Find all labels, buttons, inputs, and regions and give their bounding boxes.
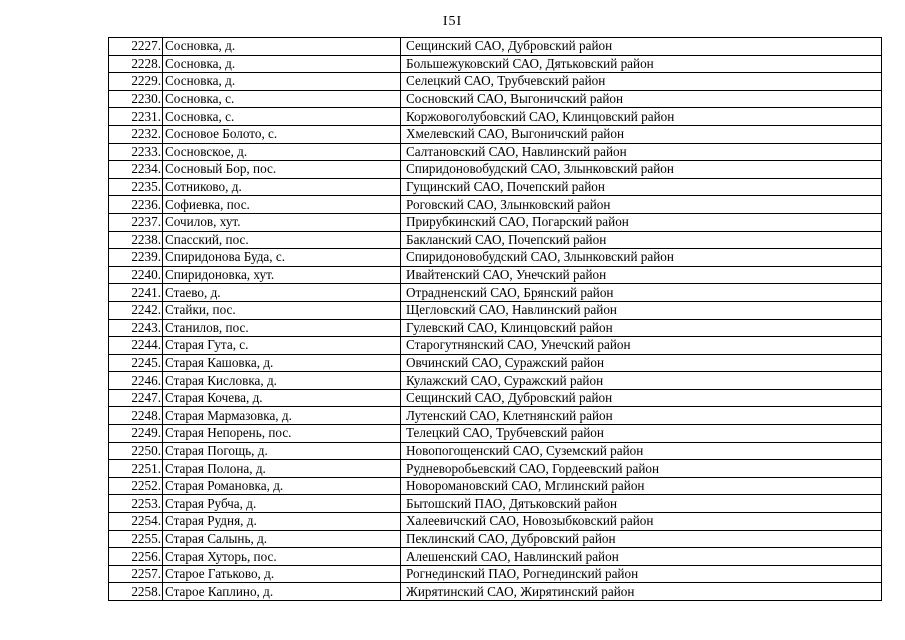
settlement-name-cell: Старая Рудня, д.: [163, 513, 401, 531]
council-district-cell: Сещинский САО, Дубровский район: [401, 38, 882, 56]
council-district-cell: Ивайтенский САО, Унечский район: [401, 266, 882, 284]
settlement-name-cell: Сотниково, д.: [163, 178, 401, 196]
table-row: [109, 108, 882, 126]
council-district-cell: Сещинский САО, Дубровский район: [401, 389, 882, 407]
settlement-name-cell: Старая Романовка, д.: [163, 477, 401, 495]
table-row: [109, 213, 882, 231]
table-row: [109, 495, 882, 513]
row-number-cell: 2245.: [109, 354, 163, 372]
row-number-cell: 2232.: [109, 125, 163, 143]
table-row: [109, 425, 882, 443]
council-district-cell: Большежуковский САО, Дятьковский район: [401, 55, 882, 73]
table-row: [109, 301, 882, 319]
row-number-cell: 2250.: [109, 442, 163, 460]
row-number-cell: 2228.: [109, 55, 163, 73]
table-row: [109, 178, 882, 196]
table-row: [109, 583, 882, 601]
council-district-cell: Роговский САО, Злынковский район: [401, 196, 882, 214]
council-district-cell: Сосновский САО, Выгоничский район: [401, 90, 882, 108]
table-row: [109, 38, 882, 56]
table-row: [109, 143, 882, 161]
settlement-name-cell: Старая Погощь, д.: [163, 442, 401, 460]
council-district-cell: Кулажский САО, Суражский район: [401, 372, 882, 390]
settlement-name-cell: Сосновое Болото, с.: [163, 125, 401, 143]
row-number-cell: 2248.: [109, 407, 163, 425]
row-number-cell: 2253.: [109, 495, 163, 513]
settlement-name-cell: Старая Рубча, д.: [163, 495, 401, 513]
row-number-cell: 2234.: [109, 161, 163, 179]
council-district-cell: Рудневоробьевский САО, Гордеевский район: [401, 460, 882, 478]
row-number-cell: 2230.: [109, 90, 163, 108]
row-number-cell: 2256.: [109, 548, 163, 566]
settlement-name-cell: Старое Каплино, д.: [163, 583, 401, 601]
council-district-cell: Салтановский САО, Навлинский район: [401, 143, 882, 161]
table-row: [109, 266, 882, 284]
settlement-name-cell: Сосновый Бор, пос.: [163, 161, 401, 179]
row-number-cell: 2255.: [109, 530, 163, 548]
council-district-cell: Бакланский САО, Почепский район: [401, 231, 882, 249]
settlement-name-cell: Старая Кашовка, д.: [163, 354, 401, 372]
settlement-name-cell: Старая Непорень, пос.: [163, 425, 401, 443]
table-row: [109, 442, 882, 460]
council-district-cell: Щегловский САО, Навлинский район: [401, 301, 882, 319]
row-number-cell: 2237.: [109, 213, 163, 231]
council-district-cell: Отрадненский САО, Брянский район: [401, 284, 882, 302]
settlement-name-cell: Старая Хуторь, пос.: [163, 548, 401, 566]
settlement-name-cell: Старая Кисловка, д.: [163, 372, 401, 390]
council-district-cell: Пеклинский САО, Дубровский район: [401, 530, 882, 548]
settlement-name-cell: Сосновка, д.: [163, 73, 401, 91]
council-district-cell: Старогутнянский САО, Унечский район: [401, 337, 882, 355]
council-district-cell: Алешенский САО, Навлинский район: [401, 548, 882, 566]
settlement-name-cell: Старая Кочева, д.: [163, 389, 401, 407]
page-number: I5I: [442, 14, 463, 29]
settlement-name-cell: Сосновка, с.: [163, 108, 401, 126]
row-number-cell: 2254.: [109, 513, 163, 531]
row-number-cell: 2251.: [109, 460, 163, 478]
settlement-name-cell: Старая Полона, д.: [163, 460, 401, 478]
table-row: [109, 73, 882, 91]
settlement-name-cell: Софиевка, пос.: [163, 196, 401, 214]
council-district-cell: Бытошский ПАО, Дятьковский район: [401, 495, 882, 513]
row-number-cell: 2252.: [109, 477, 163, 495]
table-row: [109, 477, 882, 495]
council-district-cell: Прирубкинский САО, Погарский район: [401, 213, 882, 231]
council-district-cell: Телецкий САО, Трубчевский район: [401, 425, 882, 443]
row-number-cell: 2258.: [109, 583, 163, 601]
council-district-cell: Халеевичский САО, Новозыбковский район: [401, 513, 882, 531]
row-number-cell: 2227.: [109, 38, 163, 56]
row-number-cell: 2238.: [109, 231, 163, 249]
settlement-name-cell: Старая Мармазовка, д.: [163, 407, 401, 425]
table-row: [109, 372, 882, 390]
council-district-cell: Коржовоголубовский САО, Клинцовский район: [401, 108, 882, 126]
row-number-cell: 2244.: [109, 337, 163, 355]
settlement-name-cell: Сосновка, д.: [163, 55, 401, 73]
council-district-cell: Жирятинский САО, Жирятинский район: [401, 583, 882, 601]
settlement-name-cell: Спиридонова Буда, с.: [163, 249, 401, 267]
settlements-table: [108, 37, 882, 601]
row-number-cell: 2231.: [109, 108, 163, 126]
row-number-cell: 2257.: [109, 565, 163, 583]
council-district-cell: Спиридоновобудский САО, Злынковский район: [401, 249, 882, 267]
table-row: [109, 125, 882, 143]
council-district-cell: Рогнединский ПАО, Рогнединский район: [401, 565, 882, 583]
row-number-cell: 2239.: [109, 249, 163, 267]
row-number-cell: 2233.: [109, 143, 163, 161]
settlement-name-cell: Старая Салынь, д.: [163, 530, 401, 548]
row-number-cell: 2243.: [109, 319, 163, 337]
settlement-name-cell: Сосновка, с.: [163, 90, 401, 108]
settlement-name-cell: Станилов, пос.: [163, 319, 401, 337]
table-row: [109, 460, 882, 478]
table-row: [109, 319, 882, 337]
council-district-cell: Хмелевский САО, Выгоничский район: [401, 125, 882, 143]
council-district-cell: Новоромановский САО, Мглинский район: [401, 477, 882, 495]
table-row: [109, 513, 882, 531]
table-row: [109, 354, 882, 372]
council-district-cell: Овчинский САО, Суражский район: [401, 354, 882, 372]
table-row: [109, 196, 882, 214]
table-row: [109, 407, 882, 425]
council-district-cell: Спиридоновобудский САО, Злынковский район: [401, 161, 882, 179]
table-row: [109, 530, 882, 548]
settlement-name-cell: Стаево, д.: [163, 284, 401, 302]
settlement-name-cell: Старая Гута, с.: [163, 337, 401, 355]
table-row: [109, 55, 882, 73]
row-number-cell: 2235.: [109, 178, 163, 196]
table-row: [109, 548, 882, 566]
row-number-cell: 2229.: [109, 73, 163, 91]
settlement-name-cell: Сосновка, д.: [163, 38, 401, 56]
table-row: [109, 284, 882, 302]
settlement-name-cell: Спиридоновка, хут.: [163, 266, 401, 284]
row-number-cell: 2249.: [109, 425, 163, 443]
settlement-name-cell: Старое Гатьково, д.: [163, 565, 401, 583]
settlement-name-cell: Спасский, пос.: [163, 231, 401, 249]
table-row: [109, 231, 882, 249]
row-number-cell: 2241.: [109, 284, 163, 302]
council-district-cell: Новопогощенский САО, Суземский район: [401, 442, 882, 460]
table-row: [109, 90, 882, 108]
row-number-cell: 2236.: [109, 196, 163, 214]
table-row: [109, 161, 882, 179]
council-district-cell: Гущинский САО, Почепский район: [401, 178, 882, 196]
settlement-name-cell: Сосновское, д.: [163, 143, 401, 161]
council-district-cell: Лутенский САО, Клетнянский район: [401, 407, 882, 425]
table-row: [109, 565, 882, 583]
row-number-cell: 2246.: [109, 372, 163, 390]
settlement-name-cell: Стайки, пос.: [163, 301, 401, 319]
row-number-cell: 2247.: [109, 389, 163, 407]
table-row: [109, 337, 882, 355]
row-number-cell: 2242.: [109, 301, 163, 319]
row-number-cell: 2240.: [109, 266, 163, 284]
settlement-name-cell: Сочилов, хут.: [163, 213, 401, 231]
council-district-cell: Гулевский САО, Клинцовский район: [401, 319, 882, 337]
table-row: [109, 389, 882, 407]
council-district-cell: Селецкий САО, Трубчевский район: [401, 73, 882, 91]
table-body: [109, 38, 882, 601]
table-row: [109, 249, 882, 267]
